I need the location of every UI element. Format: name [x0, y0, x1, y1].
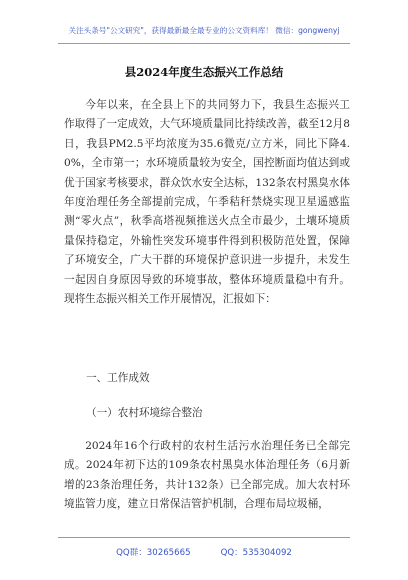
- header-divider: [58, 43, 350, 44]
- footer-divider: [58, 537, 350, 538]
- subsection-heading-rural-environment: （一）农村环境综合整治: [86, 407, 203, 419]
- header-banner[interactable]: 关注头条号"公文研究"，获得最新最全最专业的公文资料库！ 微信：gongwenyj: [68, 26, 340, 35]
- footer-qq-group[interactable]: QQ群：30265665: [116, 548, 191, 558]
- footer-qq-number[interactable]: QQ：535304092: [220, 548, 292, 558]
- document-title: 县2024年度生态振兴工作总结: [124, 65, 284, 79]
- section-heading-work-results: 一、工作成效: [86, 372, 150, 384]
- intro-paragraph: 今年以来，在全县上下的共同努力下，我县生态振兴工作取得了一定成效，大气环境质量同比持续改善，截至12月8日，我县PM2.5平均浓度为35.6微克/立方米，同比下降4.0%，全市第一；水环境质量较为安全，国控断面均值达到或优于国家考核要求，群众饮水安全达标，132条农村黑臭水体年度治理任务全部提前完成，午季秸秆禁烧实现卫星遥感监测“零火点”，秋季高塔视频推送火点全市最少，土壤环境质量保持稳定，外输性突发环境事件得到积极防范处置，保障了环境安全，广大干群的环境保护意识进一步提升，未发生一起因自身原因导致的环境事故，整体环境质量稳中有升。现将生态振兴相关工作开展情况，汇报如下：: [64, 99, 350, 306]
- rural-environment-paragraph: 2024年16个行政村的农村生活污水治理任务已全部完成。2024年初下达的109条农村黑臭水体治理任务（6月新增的23条治理任务，共计132条）已全部完成。加大农村环境监管力度，建立日常保洁管护机制，合理布局垃圾桶，: [64, 440, 350, 511]
- footer-contact: [0, 546, 408, 558]
